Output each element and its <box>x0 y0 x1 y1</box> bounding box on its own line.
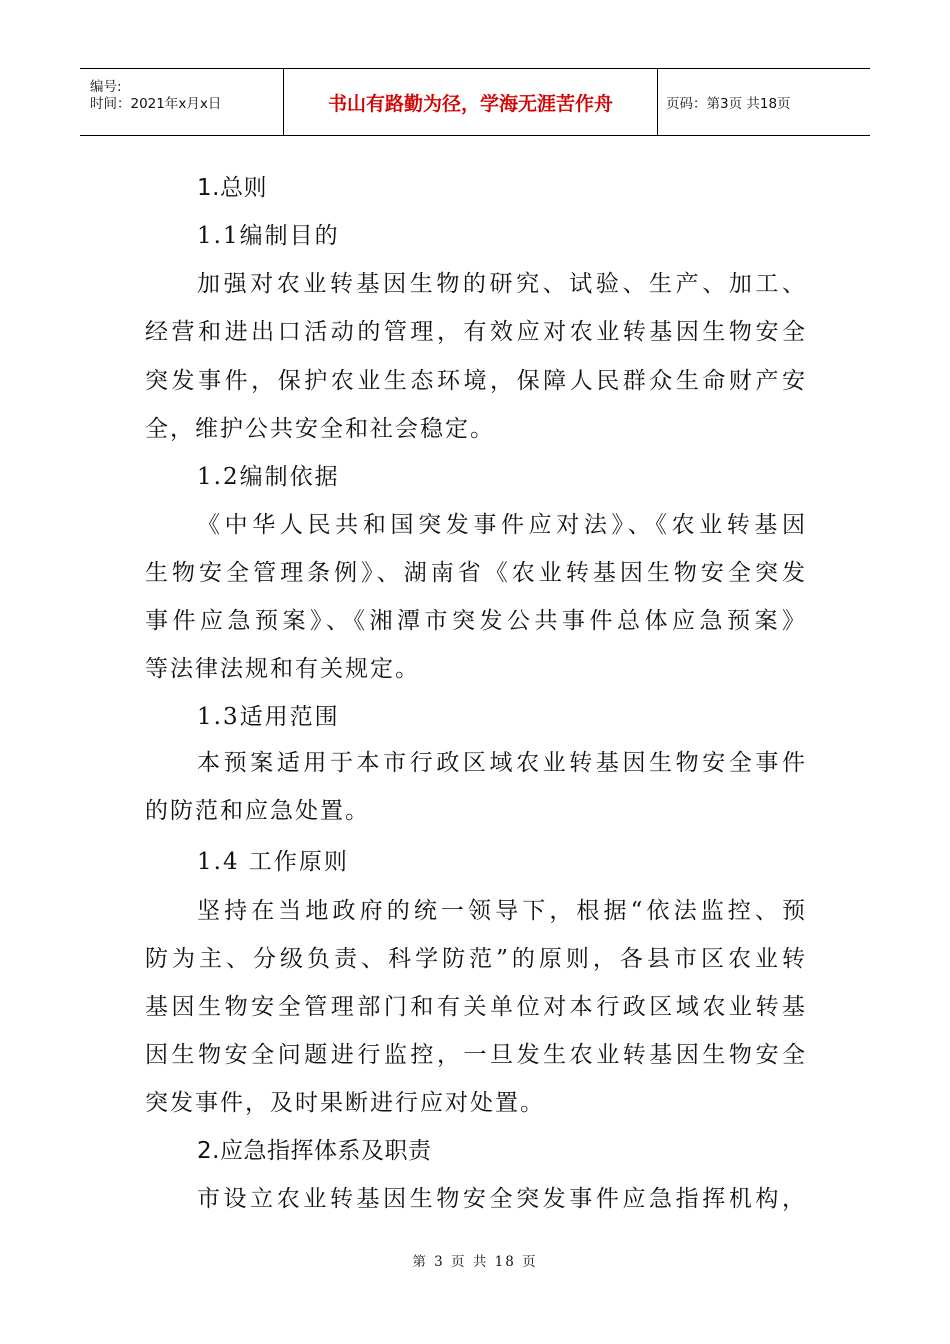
document-time-label: 时间：2021年x月x日 <box>90 96 222 112</box>
subsection-title-1-4: 1.4 工作原则 <box>197 849 349 875</box>
document-number-label: 编号: <box>90 79 122 95</box>
header-meta <box>80 69 283 135</box>
paragraph-line: 经营和进出口活动的管理，有效应对农业转基因生物安全 <box>145 319 807 345</box>
paragraph-line: 等法律法规和有关规定。 <box>145 656 420 682</box>
header-motto: 书山有路勤为径，学海无涯苦作舟 <box>283 69 658 135</box>
paragraph-line: 《中华人民共和国突发事件应对法》、《农业转基因 <box>197 512 807 538</box>
page-header <box>80 68 870 136</box>
paragraph-line: 突发事件，及时果断进行应对处置。 <box>145 1090 545 1116</box>
paragraph-line: 本预案适用于本市行政区域农业转基因生物安全事件 <box>197 750 807 776</box>
header-page-info: 页码：第3页 共18页 <box>666 96 791 112</box>
paragraph-line: 突发事件，保护农业生态环境，保障人民群众生命财产安 <box>145 368 807 394</box>
paragraph-line: 坚持在当地政府的统一领导下，根据“依法监控、预 <box>197 898 807 924</box>
section-heading-1: 1.总则 <box>197 175 267 201</box>
paragraph-line: 市设立农业转基因生物安全突发事件应急指挥机构， <box>197 1186 807 1212</box>
paragraph-line: 因生物安全问题进行监控，一旦发生农业转基因生物安全 <box>145 1042 807 1068</box>
paragraph-line: 基因生物安全管理部门和有关单位对本行政区域农业转基 <box>145 994 807 1020</box>
paragraph-line: 加强对农业转基因生物的研究、试验、生产、加工、 <box>197 271 807 297</box>
subsection-title-1-1: 1.1编制目的 <box>197 223 340 249</box>
paragraph-line: 的防范和应急处置。 <box>145 798 370 824</box>
paragraph-line: 事件应急预案》、《湘潭市突发公共事件总体应急预案》 <box>145 608 807 634</box>
paragraph-line: 生物安全管理条例》、湖南省《农业转基因生物安全突发 <box>145 560 807 586</box>
subsection-title-1-2: 1.2编制依据 <box>197 464 340 490</box>
paragraph-line: 防为主、分级负责、科学防范”的原则，各县市区农业转 <box>145 946 807 972</box>
page-footer: 第 3 页 共 18 页 <box>412 1254 538 1270</box>
paragraph-line: 全，维护公共安全和社会稳定。 <box>145 416 495 442</box>
subsection-title-1-3: 1.3适用范围 <box>197 704 340 730</box>
section-heading-2: 2.应急指挥体系及职责 <box>197 1138 432 1164</box>
